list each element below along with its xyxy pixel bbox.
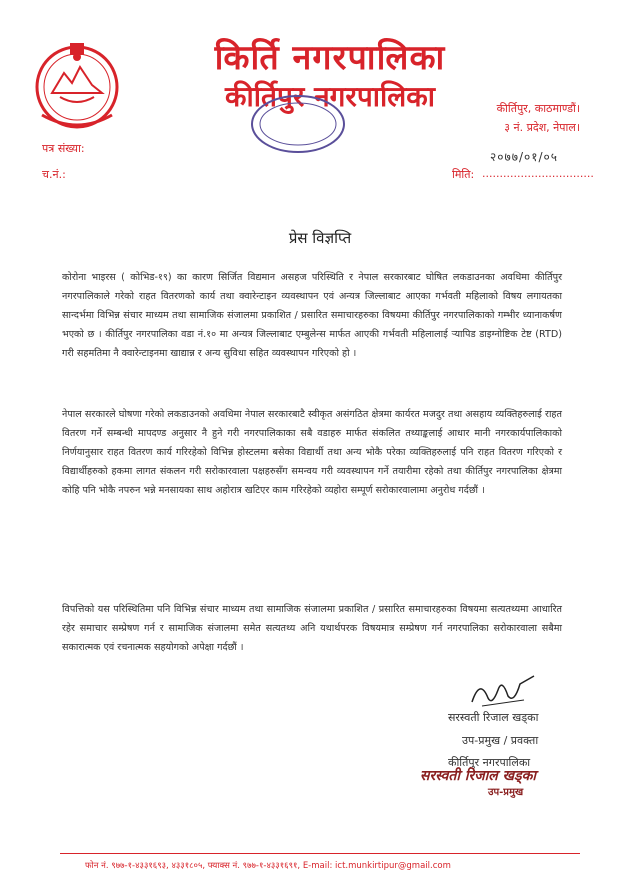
letter-number-label: पत्र संख्या: (42, 142, 85, 155)
paragraph-1: कोरोना भाइरस ( कोभिड-१९) का कारण सिर्जित विद्यमान असहज परिस्थिति र नेपाल सरकारबाट घोषित लकडाउनका अवधिमा कीर्तिपुर नगरपालिकाले गरेको राहत वितरणको कार्य तथा क्वारेन्टाइन व्यवस्थापन एवं अन्यत्र जिल्लाबाट आएका गर्भवती महिलाको विषय लगायतका सान्दर्भमा विभिन्न संचार माध्यम तथा सामाजिक संजालमा प्रकाशित / प्रसारित समाचारहरुका विषयमा कीर्तिपुर नगरपालिकाको गम्भीर ध्यानाकर्षण भएको छ । कीर्तिपुर नगरपालिका वडा नं.१० मा अन्यत्र जिल्लाबाट एम्बुलेन्स मार्फत आएकी गर्भवती महिलालाई र्‍यापिड डाइग्नोष्टिक टेष्ट (RTD) गरी सहमतिमा नै क्वारेन्टाइनमा खाद्यान्न र अन्य सुविधा सहित व्यवस्थापन गरिएको हो । (62, 272, 562, 359)
date-label: मिति: (452, 168, 475, 181)
footer-divider (60, 853, 580, 854)
role-stamp: उप-प्रमुख (488, 787, 524, 798)
nepal-emblem-logo (22, 35, 132, 135)
signatory-organization: कीर्तिपुर नगरपालिका (448, 756, 531, 769)
paragraph-2: नेपाल सरकारले घोषणा गरेको लकडाउनको अवधिमा नेपाल सरकारबाटै स्वीकृत असंगठित क्षेत्रमा कार्यरत मजदुर तथा असहाय व्यक्तिहरुलाई राहत वितरण गर्ने सम्बन्धी मापदण्ड अनुसार नै हुने गरी नगरपालिकाका सबै वडाहरु मार्फत संकलित तथ्याङ्कलाई आधार मानी नगरकार्यपालिकाको निर्णयानुसार राहत वितरण कार्य गरिरहेको विभिन्न होस्टलमा बसेका विद्यार्थी तथा अन्य भोकै परेका व्यक्तिहरुलाई पनि राहत वितरण गरिएको र विद्यार्थीहरुको हकमा लागत संकलन गरी सरोकारवाला पक्षहरुसँग समन्वय गरी व्यवस्थापन गर्ने तयारीमा रहेको तथा कीर्तिपुर नगरपालिका क्षेत्रमा कोहि पनि भोकै नपरुन भन्ने मनसायका साथ अहोरात्र खटिएर काम गरिरहेको व्यहोरा सम्पूर्ण सरोकारवालामा अनुरोध गर्दछौं । (62, 409, 562, 496)
org-title-primary: किर्ति नगरपालिका (214, 38, 446, 78)
press-release-heading: प्रेस विज्ञप्ति (288, 229, 352, 247)
footer-contact: फोन नं. ९७७-१-४३३१६९३, ४३३१८०५, फ्याक्स नं. ९७७-१-४३३१६९१, E-mail: ict.munkirtipur@gmail.com (85, 861, 451, 871)
office-stamp (248, 92, 348, 164)
signatory-name: सरस्वती रिजाल खड्का (448, 711, 539, 724)
handwritten-signature (462, 670, 542, 710)
signatory-role: उप-प्रमुख / प्रवक्ता (462, 734, 539, 747)
address-province: ३ नं. प्रदेश, नेपाल। (504, 121, 580, 134)
date-value: २०७७/०१/०५ (490, 150, 559, 164)
name-stamp: सरस्वती रिजाल खड्का (420, 768, 536, 784)
org-title-secondary: कीर्तिपुर नगरपालिका (225, 80, 435, 113)
address-city: कीर्तिपुर, काठमाण्डौं। (496, 102, 580, 115)
date-dotted-line: ................................ (482, 167, 594, 180)
paragraph-3: विपत्तिको यस परिस्थितिमा पनि विभिन्न संचार माध्यम तथा सामाजिक संजालमा प्रकाशित / प्रसारित समाचारहरुका विषयमा सत्यतथ्यमा आधारित रहेर समाचार सम्प्रेषण गर्न र सामाजिक संजालमा समेत सत्यतथ्य अनि यथार्थपरक विषयमात्र सम्प्रेषण गर्न नगरपालिका सरोकारवाला सबैमा सकारात्मक एवं रचनात्मक सहयोगको अपेक्षा गर्दछौं । (62, 604, 562, 653)
reference-number-label: च.नं.: (42, 168, 66, 181)
